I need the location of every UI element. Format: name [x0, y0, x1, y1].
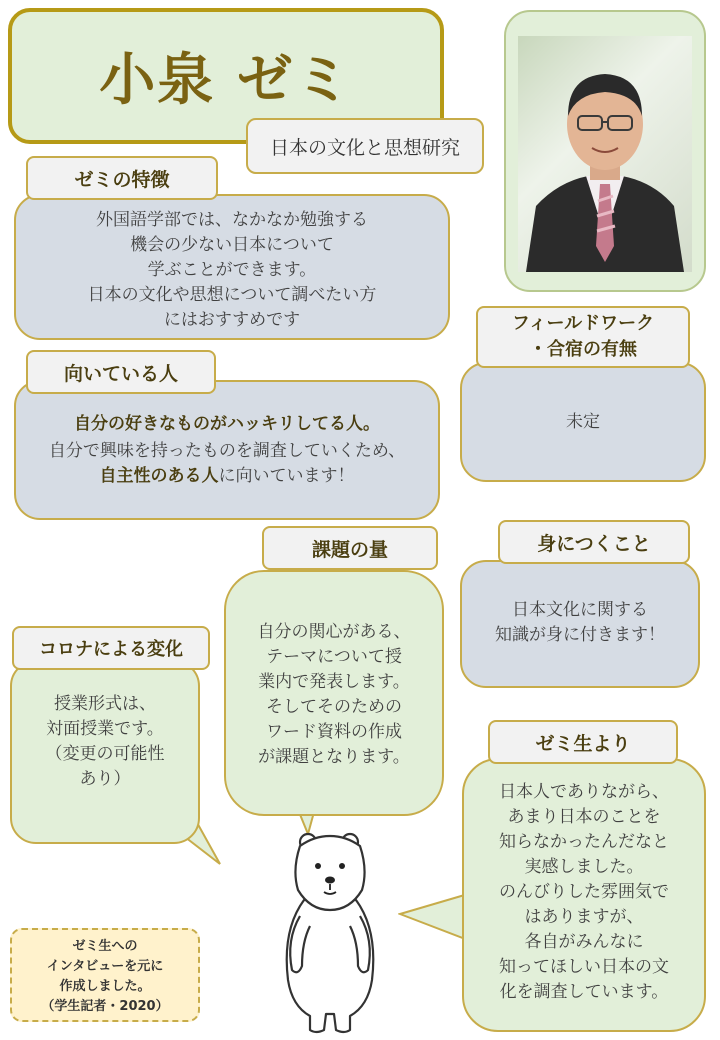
- students-label: ゼミ生より: [488, 720, 678, 764]
- students-line: 日本人でありながら、: [499, 782, 669, 802]
- suited-line-2: 自分で興味を持ったものを調査していくため、: [48, 441, 406, 461]
- students-line: 実感しました。: [524, 857, 644, 877]
- suited-line-1: 自分の好きなものがハッキリしてる人。: [74, 414, 380, 434]
- skills-label: 身につくこと: [498, 520, 690, 564]
- fieldwork-label-line: フィールドワーク: [511, 313, 655, 334]
- students-line: 化を調査しています。: [499, 982, 669, 1002]
- assignments-bubble: [224, 570, 444, 816]
- features-bubble: [14, 194, 450, 340]
- source-note: [10, 928, 200, 1022]
- assignments-line: が課題となります。: [258, 747, 410, 767]
- fieldwork-text: 未定: [566, 411, 600, 432]
- fieldwork-bubble: [460, 362, 706, 482]
- features-line: 日本の文化や思想について調べたい方: [87, 285, 377, 305]
- corona-bubble: [10, 660, 200, 844]
- professor-photo: [518, 36, 692, 272]
- students-line: 知ってほしい日本の文: [499, 957, 669, 977]
- suited-bubble: [14, 380, 440, 520]
- students-line: あまり日本のことを: [507, 807, 661, 827]
- skills-line: 日本文化に関する: [512, 600, 648, 620]
- corona-line: 授業形式は、: [54, 694, 156, 714]
- features-line: にはおすすめです: [163, 310, 301, 330]
- fieldwork-label-line: ・合宿の有無: [529, 339, 637, 360]
- corona-line: （変更の可能性: [45, 744, 165, 764]
- suited-line-3: [16, 464, 438, 489]
- assignments-line: ワード資料の作成: [266, 722, 402, 742]
- suited-rest: に向いています！: [218, 466, 355, 486]
- page-title: 小泉 ゼミ: [99, 48, 353, 113]
- fieldwork-label: [476, 306, 690, 368]
- suited-label: 向いている人: [26, 350, 216, 394]
- assignments-line: テーマについて授: [266, 647, 402, 667]
- professor-portrait-icon: [518, 36, 692, 272]
- suited-emphasis: 自主性のある人: [99, 466, 219, 486]
- assignments-label: 課題の量: [262, 526, 438, 570]
- assignments-line: 業内で発表します。: [258, 672, 410, 692]
- students-bubble: [462, 758, 706, 1032]
- features-line: 学ぶことができます。: [147, 260, 317, 280]
- polar-bear-icon: [270, 830, 390, 1036]
- assignments-line: そしてそのための: [266, 697, 402, 717]
- corona-line: あり）: [79, 769, 131, 789]
- note-line: インタビューを元に: [46, 959, 164, 974]
- features-label: ゼミの特徴: [26, 156, 218, 200]
- skills-line: 知識が身に付きます！: [495, 625, 665, 645]
- note-line: ゼミ生への: [72, 939, 138, 954]
- assignments-line: 自分の関心がある、: [257, 622, 411, 642]
- note-line: （学生記者・2020）: [41, 999, 169, 1014]
- skills-bubble: [460, 560, 700, 688]
- students-line: 知らなかったんだなと: [499, 832, 669, 852]
- features-line: 外国語学部では、なかなか勉強する: [96, 210, 368, 230]
- corona-label: コロナによる変化: [12, 626, 210, 670]
- students-line: のんびりした雰囲気で: [499, 882, 669, 902]
- corona-line: 対面授業です。: [46, 719, 164, 739]
- note-line: 作成しました。: [59, 979, 151, 994]
- features-line: 機会の少ない日本について: [130, 235, 334, 255]
- students-line: はありますが、: [524, 907, 644, 927]
- subtitle-badge: 日本の文化と思想研究: [246, 118, 484, 174]
- students-line: 各自がみんなに: [524, 932, 644, 952]
